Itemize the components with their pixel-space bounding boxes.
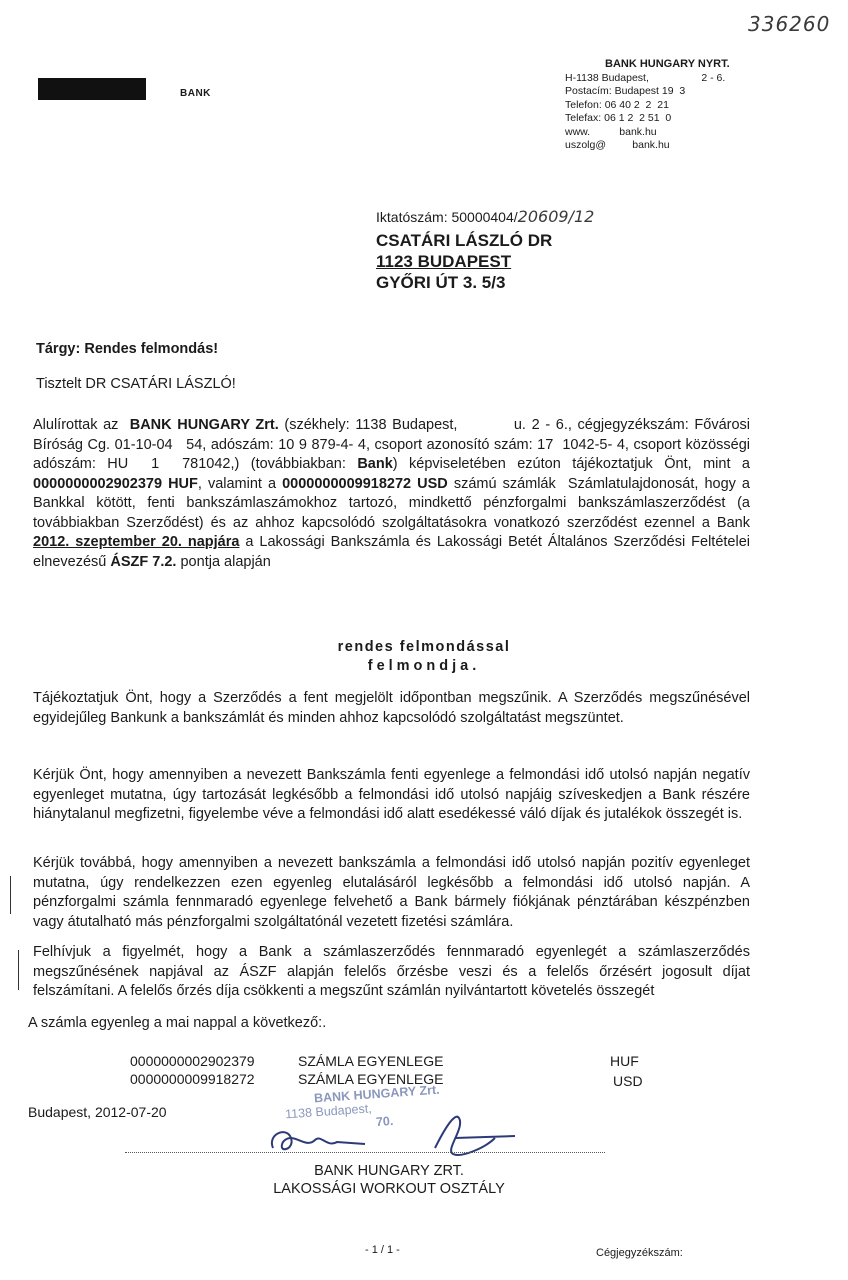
stamp-line: 1138 Budapest, <box>284 1101 373 1122</box>
logo-word: BANK <box>180 88 211 99</box>
paragraph-notice <box>33 416 755 572</box>
para-text: (székhely: 1138 Budapest, u. 2 - 6., cégjegyzékszám: Fővárosi Bíróság Cg. 01-10-04 54, adószám: 10 9 879-4- 4, csoport azonosító szám: 17 1042-5- 4, csoport közösségi adószám: HU 1 781042,) (továbbiakban: <box>33 417 755 472</box>
bank-term: Bank <box>357 456 393 472</box>
signature-left <box>265 1120 375 1160</box>
stamp-line: BANK HUNGARY Zrt. <box>313 1082 441 1106</box>
recipient-street: GYŐRI ÚT 3. 5/3 <box>376 273 506 292</box>
signatory-org: BANK HUNGARY ZRT. <box>314 1163 464 1179</box>
recipient-name: CSATÁRI LÁSZLÓ DR <box>376 231 553 250</box>
signature-line <box>125 1152 605 1153</box>
balance-amount: HUF <box>610 1053 639 1069</box>
reference-handwritten: 20609/12 <box>517 207 595 226</box>
balance-label: SZÁMLA EGYENLEGE <box>298 1071 444 1087</box>
company-info <box>565 58 730 153</box>
termination-heading <box>0 638 848 676</box>
para-text: , valamint a <box>197 475 283 492</box>
para-text: pontja alapján <box>176 553 271 570</box>
para-text: Alulírottak az <box>33 417 130 433</box>
recipient-address <box>376 230 552 293</box>
greeting: Tisztelt DR CSATÁRI LÁSZLÓ! <box>36 376 236 392</box>
balance-intro: A számla egyenleg a mai nappal a következő:. <box>28 1015 327 1031</box>
page-number: - 1 / 1 - <box>365 1244 400 1256</box>
subject-line: Tárgy: Rendes felmondás! <box>36 341 219 357</box>
para-text: a Lakossági Bankszámla és Lakossági Betét Általános Szerződési Feltételei elnevezésű <box>33 534 755 570</box>
recipient-city: 1123 BUDAPEST <box>376 252 512 271</box>
stamp-line: 70. <box>375 1113 394 1130</box>
company-line: uszolg@ bank.hu <box>565 139 670 151</box>
balance-account: 0000000002902379 <box>130 1053 255 1069</box>
para-text: számú számlák Számlatulajdonosát, hogy a Bankkal kötött, fenti bankszámlaszámokhoz tartozó, mindkettő pénzforgalmi bankszámlaszerződést (a továbbiakban Szerződést) és az ahhoz kapcsolódó szolgáltatásokra vonatkozó szerződést ezennel a Bank <box>33 475 755 531</box>
reference-number <box>376 207 594 226</box>
heading-line: rendes felmondással <box>337 639 511 655</box>
aszf-ref: ÁSZF 7.2. <box>110 553 177 570</box>
balance-label: SZÁMLA EGYENLEGE <box>298 1053 444 1069</box>
bank-logo <box>38 78 146 100</box>
balance-account: 0000000009918272 <box>130 1071 255 1087</box>
company-line: H-1138 Budapest, 2 - 6. <box>565 71 726 84</box>
footer-registration: Cégjegyzékszám: <box>596 1247 683 1259</box>
paragraph-positive: Kérjük továbbá, hogy amennyiben a nevezett bankszámla a felmondási idő utolsó napján pozitív egyenleget mutatna, úgy rendelkezzen ezen egyenleg elutalásáról legkésőbb a felmondási idő utolsó napján. A pénzforgalmi számla fennmaradó egyenlege felvehető a Bank bármely fiókjának pénztárában készpénzben vagy átutalható más pénzforgalmi szolgáltatónál vezetett fizetési számlára. <box>33 855 750 930</box>
termination-date: 2012. szeptember 20. napjára <box>33 534 240 550</box>
reference-label: Iktatószám: 50000404/ <box>376 209 518 225</box>
account-huf: 0000000002902379 HUF <box>33 475 198 492</box>
margin-mark <box>10 876 11 914</box>
bank-name: BANK HUNGARY Zrt. <box>129 417 279 433</box>
account-usd: 0000000009918272 USD <box>282 475 448 492</box>
paragraph-info: Tájékoztatjuk Önt, hogy a Szerződés a fent megjelölt időpontban megszűnik. A Szerződés megszűnésével egyidejűleg Bankunk a bankszámlát és minden ahhoz kapcsolódó szolgáltatást megszüntet. <box>33 690 750 726</box>
heading-line: felmondja. <box>367 658 481 674</box>
para-text: ) képviseletében ezúton tájékoztatjuk Önt, mint a <box>392 456 755 472</box>
company-line: Telefon: 06 40 2 2 21 <box>565 98 669 111</box>
company-name: BANK HUNGARY NYRT. <box>605 58 730 70</box>
company-line: Postacím: Budapest 19 3 <box>565 85 686 97</box>
place-date: Budapest, 2012-07-20 <box>28 1104 167 1120</box>
signatory-dept: LAKOSSÁGI WORKOUT OSZTÁLY <box>273 1181 505 1197</box>
balance-amount: USD <box>613 1073 643 1089</box>
handwritten-number: 336260 <box>748 12 831 36</box>
company-line: www. bank.hu <box>565 125 657 138</box>
paragraph-custody: Felhívjuk a figyelmét, hogy a Bank a számlaszerződés fennmaradó egyenlegét a számlaszerződés megszűnésének napjával az ÁSZF alapján felelős őrzésbe veszi és a felelős őrzésért jogosult díjat felszámítani. A felelős őrzés díja csökkenti a megszűnt számlán nyilvántartott követelés összegét <box>33 944 750 999</box>
margin-mark <box>18 950 19 990</box>
paragraph-negative: Kérjük Önt, hogy amennyiben a nevezett Bankszámla fenti egyenlege a felmondási idő utolsó napján negatív egyenleget mutatna, úgy tartozását legkésőbb a felmondási idő utolsó napjáig szíveskedjen a Bank részére hiánytalanul megfizetni, figyelembe véve a felmondási idő alatt esedékessé váló díjak és jutalékok összegét is. <box>33 767 750 822</box>
company-line: Telefax: 06 1 2 2 51 0 <box>565 112 672 124</box>
